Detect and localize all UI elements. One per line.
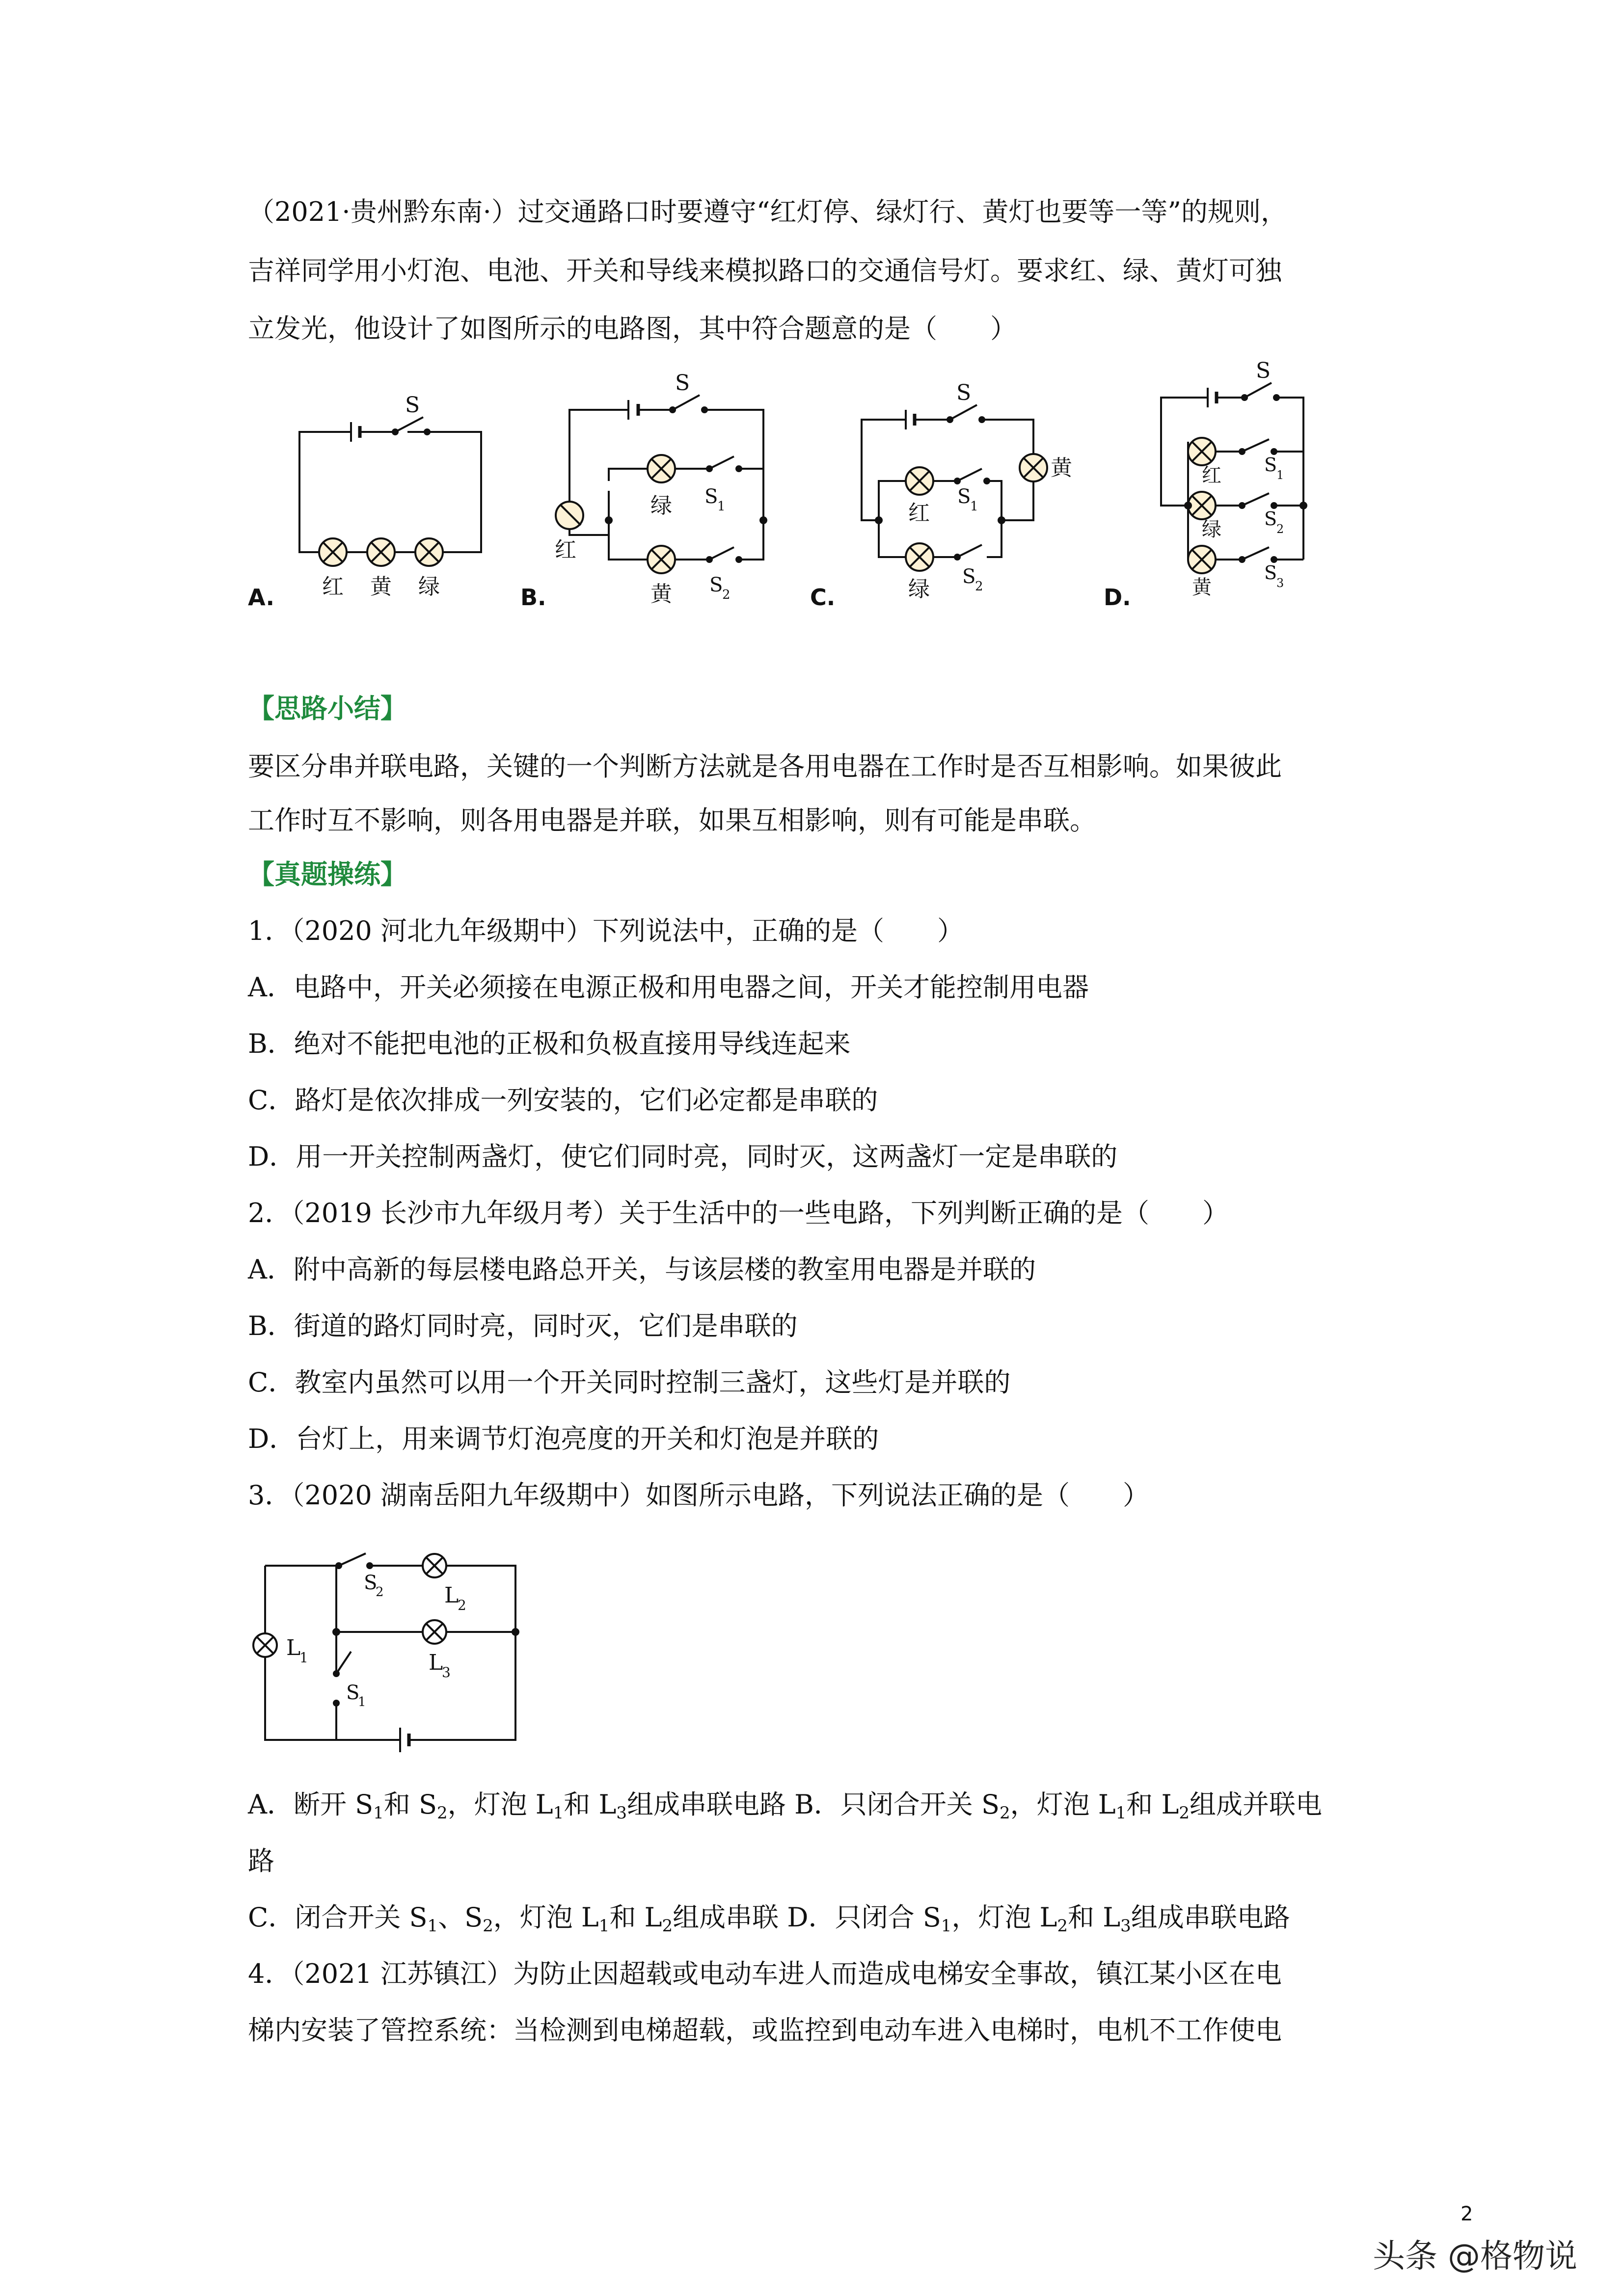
lamp-yellow-a [367,538,395,566]
svg-text:2: 2 [722,587,731,602]
lamp-l3 [423,1620,446,1644]
lamp-label-yellow: 黄 [370,574,392,599]
lamp-yellow-d [1188,546,1216,573]
q4-line-2: 梯内安装了管控系统：当检测到电梯超载，或监控到电动车进入电梯时，电机不工作使电 [248,2015,1282,2046]
svg-text:L: L [444,1583,459,1608]
lamp-label-red: 红 [322,574,344,599]
q3-option-a-b-wrap: 路 [248,1845,274,1876]
svg-text:2: 2 [1276,522,1284,536]
svg-text:S: S [364,1572,378,1594]
svg-text:L: L [286,1635,301,1660]
svg-text:黄: 黄 [650,582,672,607]
option-c-label: C. [810,584,836,611]
svg-text:1: 1 [299,1650,308,1666]
lamp-l1 [253,1633,277,1657]
question-intro-line-1: （2021·贵州黔东南·）过交通路口时要遵守“红灯停、绿灯行、黄灯也要等一等”的规则， [248,196,1287,227]
q2-option-a: A．附中高新的每层楼电路总开关，与该层楼的教室用电器是并联的 [248,1254,1036,1285]
q3-option-a-b: A．断开 $S_1$和 $S_2$，灯泡 $L_1$和 $L_3$组成串联电路 B．只闭合开关 $S_2$，灯泡 $L_1$和 $L_2$组成并联电 [248,1789,1322,1823]
q2-stem: 2．（2019 长沙市九年级月考）关于生活中的一些电路，下列判断正确的是（ ） [248,1198,1229,1228]
lamp-l2 [423,1554,446,1577]
lamp-green-d [1188,492,1216,519]
svg-text:绿: 绿 [908,577,930,602]
svg-text:S: S [704,485,718,508]
svg-text:红: 红 [1202,464,1221,487]
q3-option-c-d: C．闭合开关 $S_1$、$S_2$，灯泡 $L_1$和 $L_2$组成串联 D．只闭合 $S_1$，灯泡 $L_2$和 $L_3$组成串联电路 [248,1902,1290,1936]
svg-text:红: 红 [908,501,930,526]
lamp-red-d [1188,438,1216,465]
svg-text:S: S [957,485,971,508]
svg-text:S: S [962,565,976,588]
q1-option-d: D．用一开关控制两盏灯，使它们同时亮，同时灭，这两盏灯一定是串联的 [248,1141,1118,1172]
svg-text:3: 3 [1276,576,1284,590]
lamp-green-b [648,455,675,482]
svg-text:1: 1 [358,1695,366,1709]
svg-text:S: S [709,574,723,596]
q2-option-c: C．教室内虽然可以用一个开关同时控制三盏灯，这些灯是并联的 [248,1367,1011,1398]
q2-option-b: B．街道的路灯同时亮，同时灭，它们是串联的 [248,1310,798,1341]
svg-text:绿: 绿 [1202,518,1221,541]
svg-text:3: 3 [442,1664,451,1681]
lamp-green-a [415,538,443,566]
svg-text:S: S [1264,508,1277,530]
lamp-green-c [906,543,933,571]
svg-text:S: S [956,380,972,405]
svg-text:S: S [1264,562,1277,584]
circuit-option-a [295,388,491,599]
svg-text:S: S [675,371,690,396]
svg-text:S: S [346,1682,360,1704]
q1-stem: 1．（2020 河北九年级期中）下列说法中，正确的是（ ） [248,915,964,946]
option-d-label: D. [1104,584,1131,611]
q1-option-a: A．电路中，开关必须接在电源正极和用电器之间，开关才能控制用电器 [248,972,1089,1003]
circuit-option-d [1159,358,1321,599]
q1-option-b: B．绝对不能把电池的正极和负极直接用导线连起来 [248,1028,851,1059]
circuit-q3 [248,1541,523,1747]
question-intro-line-3: 立发光，他设计了如图所示的电路图，其中符合题意的是（ ） [248,313,1017,344]
svg-text:2: 2 [458,1597,466,1613]
svg-text:黄: 黄 [1192,576,1212,599]
q2-option-d: D．台灯上，用来调节灯泡亮度的开关和灯泡是并联的 [248,1423,879,1454]
circuit-option-c [859,378,1095,602]
lamp-red-b [556,502,583,529]
lamp-red-c [906,467,933,495]
summary-heading: 【思路小结】 [248,693,407,724]
summary-line-1: 要区分串并联电路，关键的一个判断方法就是各用电器在工作时是否互相影响。如果彼此 [248,751,1282,782]
lamp-label-green: 绿 [418,574,440,599]
q3-stem: 3．（2020 湖南岳阳九年级期中）如图所示电路，下列说法正确的是（ ） [248,1480,1149,1511]
svg-text:1: 1 [970,499,978,514]
lamp-red-a [319,538,347,566]
practice-heading: 【真题操练】 [248,859,407,890]
svg-text:L: L [429,1650,443,1675]
watermark: 头条 @格物说 [1373,2237,1577,2275]
svg-text:绿: 绿 [650,493,672,518]
switch-label-s: S [405,393,420,418]
option-b-label: B. [520,584,546,611]
lamp-yellow-c [1020,454,1047,481]
circuit-option-b [555,371,773,607]
svg-text:黄: 黄 [1051,455,1072,481]
svg-text:红: 红 [555,537,576,562]
page-number: 2 [1461,2203,1473,2225]
svg-text:S: S [1264,454,1277,476]
q4-line-1: 4．（2021 江苏镇江）为防止因超载或电动车进人而造成电梯安全事故，镇江某小区在电 [248,1958,1282,1989]
lamp-yellow-b [648,546,675,573]
svg-text:1: 1 [1276,468,1284,482]
svg-text:1: 1 [717,499,726,514]
svg-text:2: 2 [975,579,983,594]
summary-line-2: 工作时互不影响，则各用电器是并联，如果互相影响，则有可能是串联。 [248,805,1096,836]
option-a-label: A. [248,584,274,611]
svg-text:2: 2 [376,1585,384,1600]
question-intro-line-2: 吉祥同学用小灯泡、电池、开关和导线来模拟路口的交通信号灯。要求红、绿、黄灯可独 [248,255,1282,286]
svg-text:S: S [1256,358,1271,383]
q1-option-c: C．路灯是依次排成一列安装的，它们必定都是串联的 [248,1085,878,1116]
